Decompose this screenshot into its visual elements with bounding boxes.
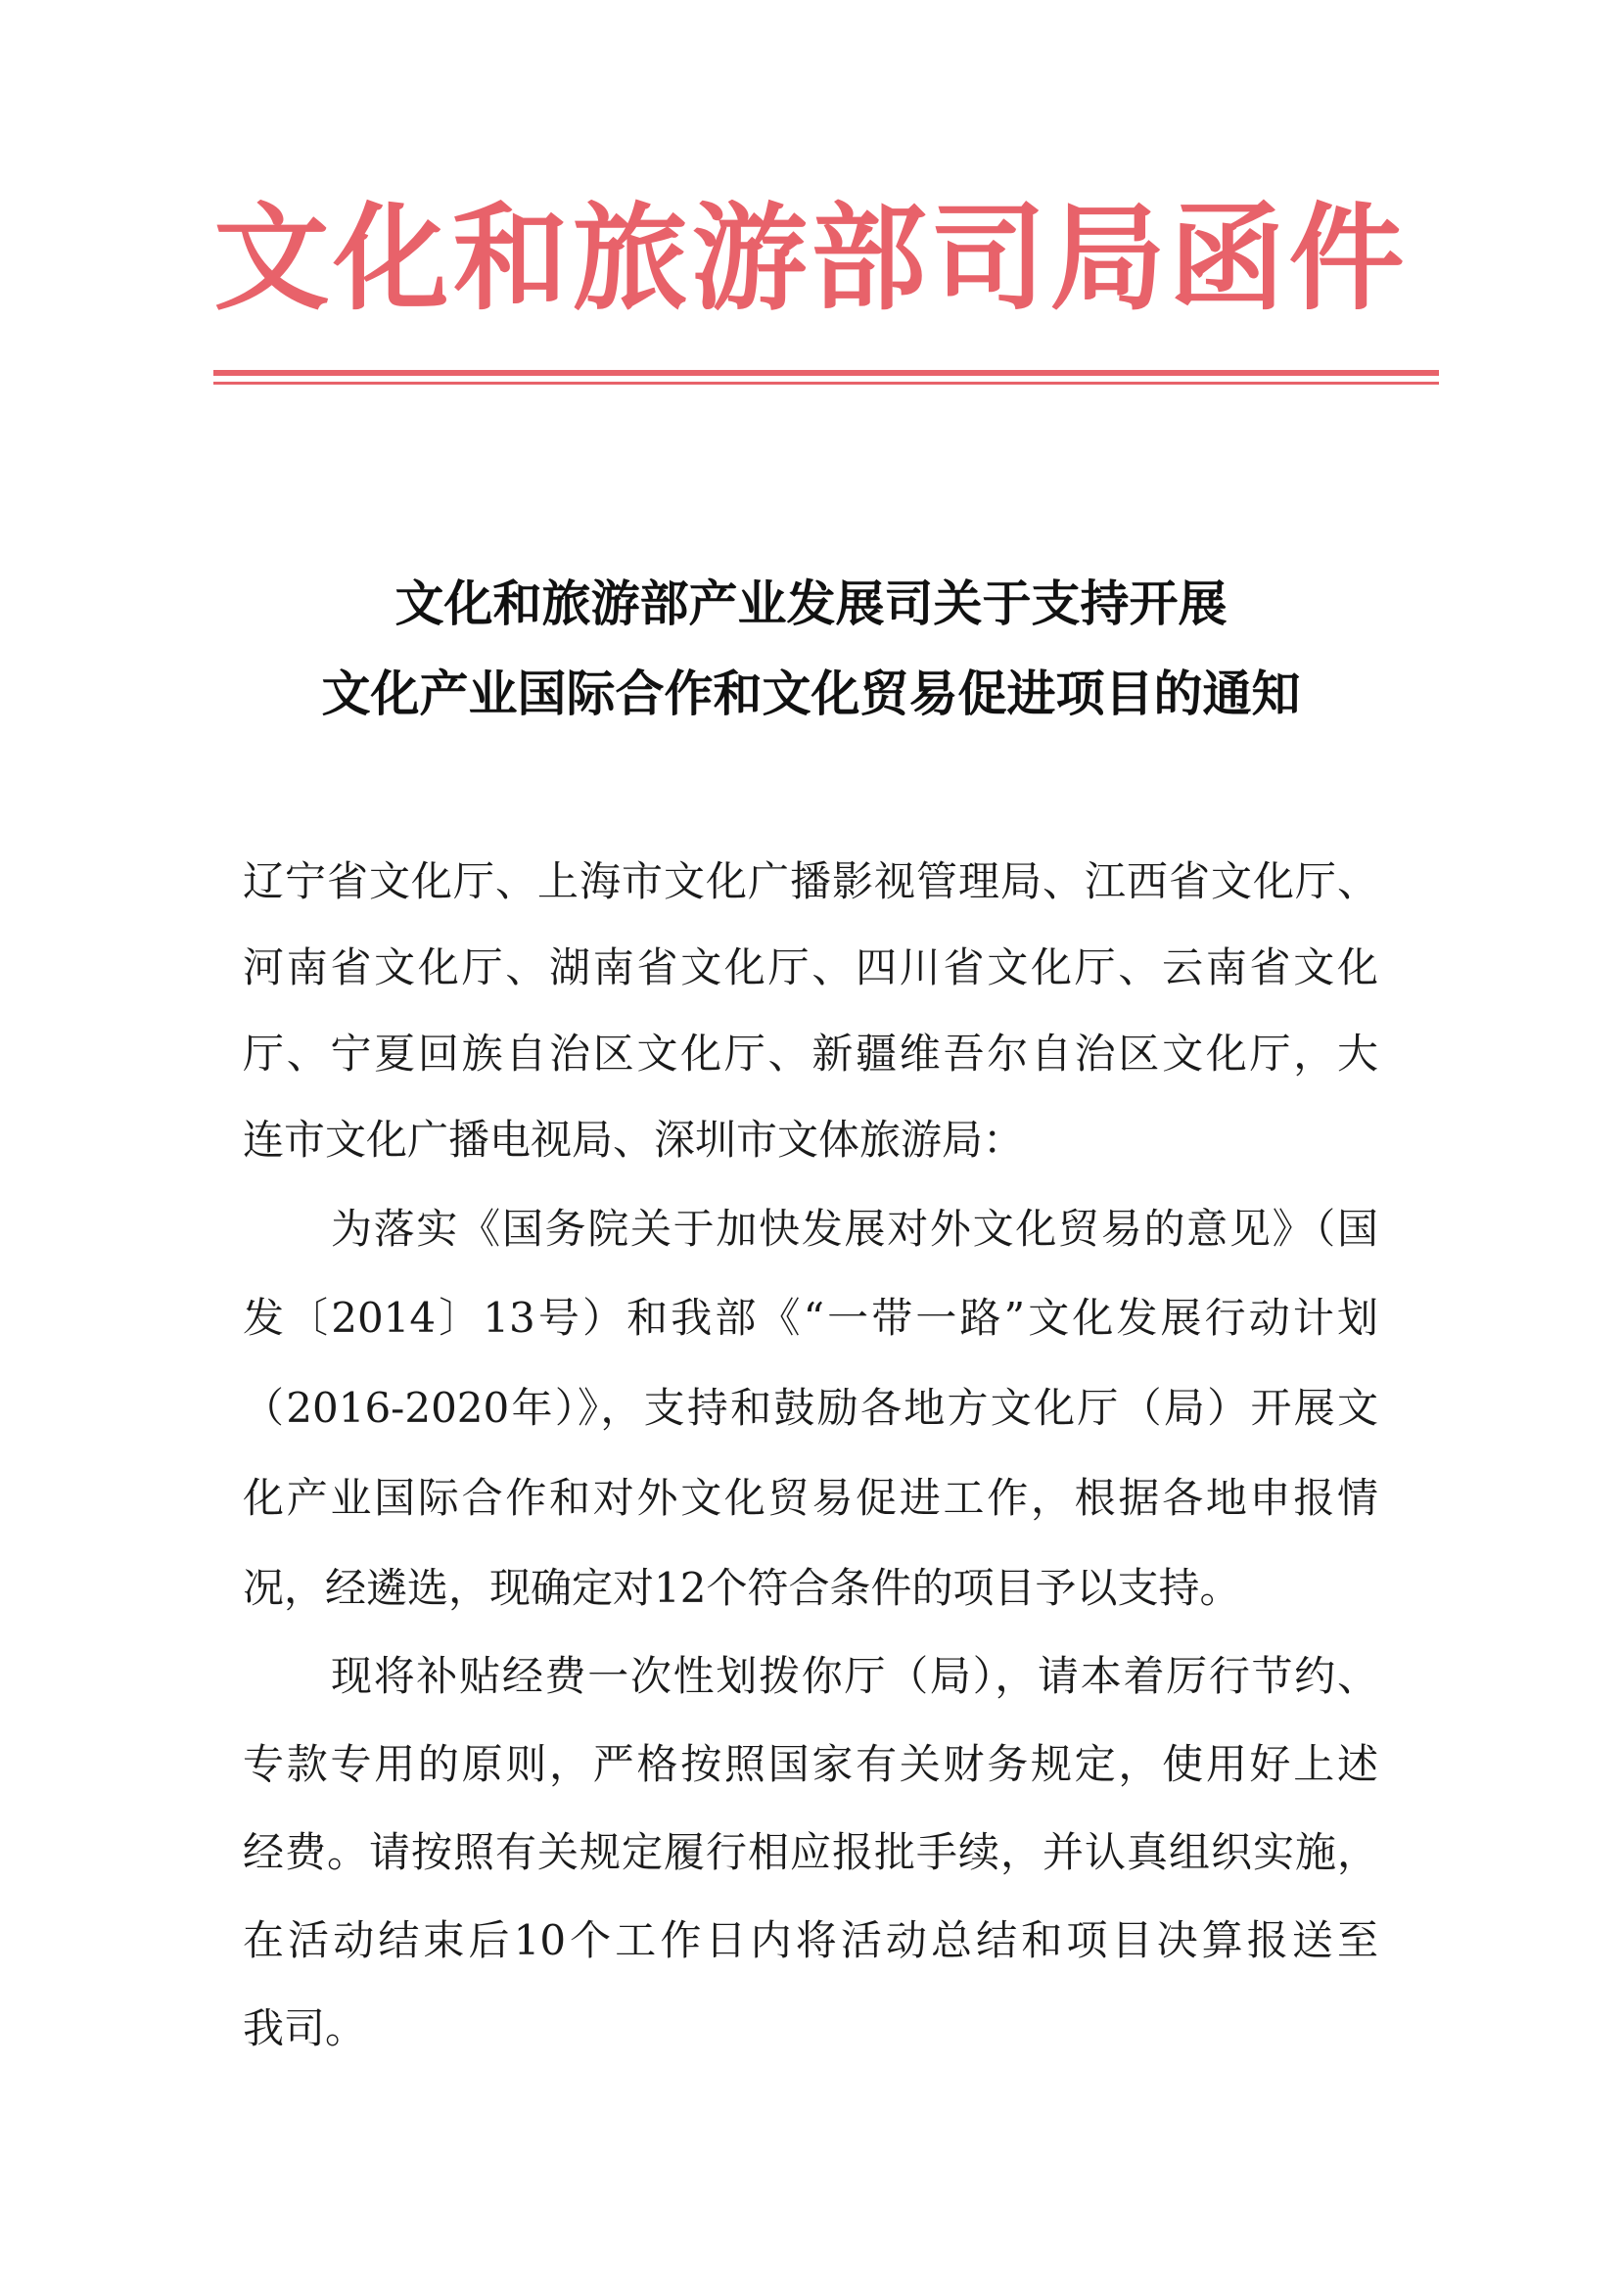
addressee-line: 连市文化广播电视局、深圳市文体旅游局： bbox=[243, 1116, 1025, 1164]
paragraph-1-line: （2016-2020年）》，支持和鼓励各地方文化厅（局）开展文 bbox=[243, 1384, 1378, 1432]
paragraph-2-line: 我司。 bbox=[243, 2004, 367, 2052]
paragraph-1-line: 发〔2014〕13号）和我部《“一带一路”文化发展行动计划 bbox=[243, 1294, 1378, 1342]
document-title-line-2: 文化产业国际合作和文化贸易促进项目的通知 bbox=[321, 665, 1301, 722]
document-title-line-1: 文化和旅游部产业发展司关于支持开展 bbox=[394, 574, 1228, 632]
addressee-line: 辽宁省文化厅、上海市文化广播影视管理局、江西省文化厅、 bbox=[243, 857, 1378, 905]
paragraph-1-line: 况，经遴选，现确定对12个符合条件的项目予以支持。 bbox=[243, 1564, 1241, 1612]
paragraph-2-line: 在活动结束后10个工作日内将活动总结和项目决算报送至 bbox=[243, 1916, 1378, 1964]
paragraph-1-line: 化产业国际合作和对外文化贸易促进工作，根据各地申报情 bbox=[243, 1474, 1378, 1522]
letterhead-title: 文化和旅游部司局函件 bbox=[213, 190, 1409, 326]
paragraph-2-line: 经费。请按照有关规定履行相应报批手续，并认真组织实施， bbox=[243, 1828, 1378, 1876]
paragraph-1-line: 为落实《国务院关于加快发展对外文化贸易的意见》（国 bbox=[331, 1205, 1378, 1253]
addressee-line: 河南省文化厅、湖南省文化厅、四川省文化厅、云南省文化 bbox=[243, 943, 1378, 991]
paragraph-2-line: 专款专用的原则，严格按照国家有关财务规定，使用好上述 bbox=[243, 1740, 1378, 1788]
letterhead-rule-thick bbox=[213, 370, 1439, 376]
paragraph-2-line: 现将补贴经费一次性划拨你厅（局），请本着厉行节约、 bbox=[331, 1652, 1378, 1700]
addressee-line: 厅、宁夏回族自治区文化厅、新疆维吾尔自治区文化厅，大 bbox=[243, 1030, 1378, 1078]
letterhead-rule-thin bbox=[213, 382, 1439, 385]
